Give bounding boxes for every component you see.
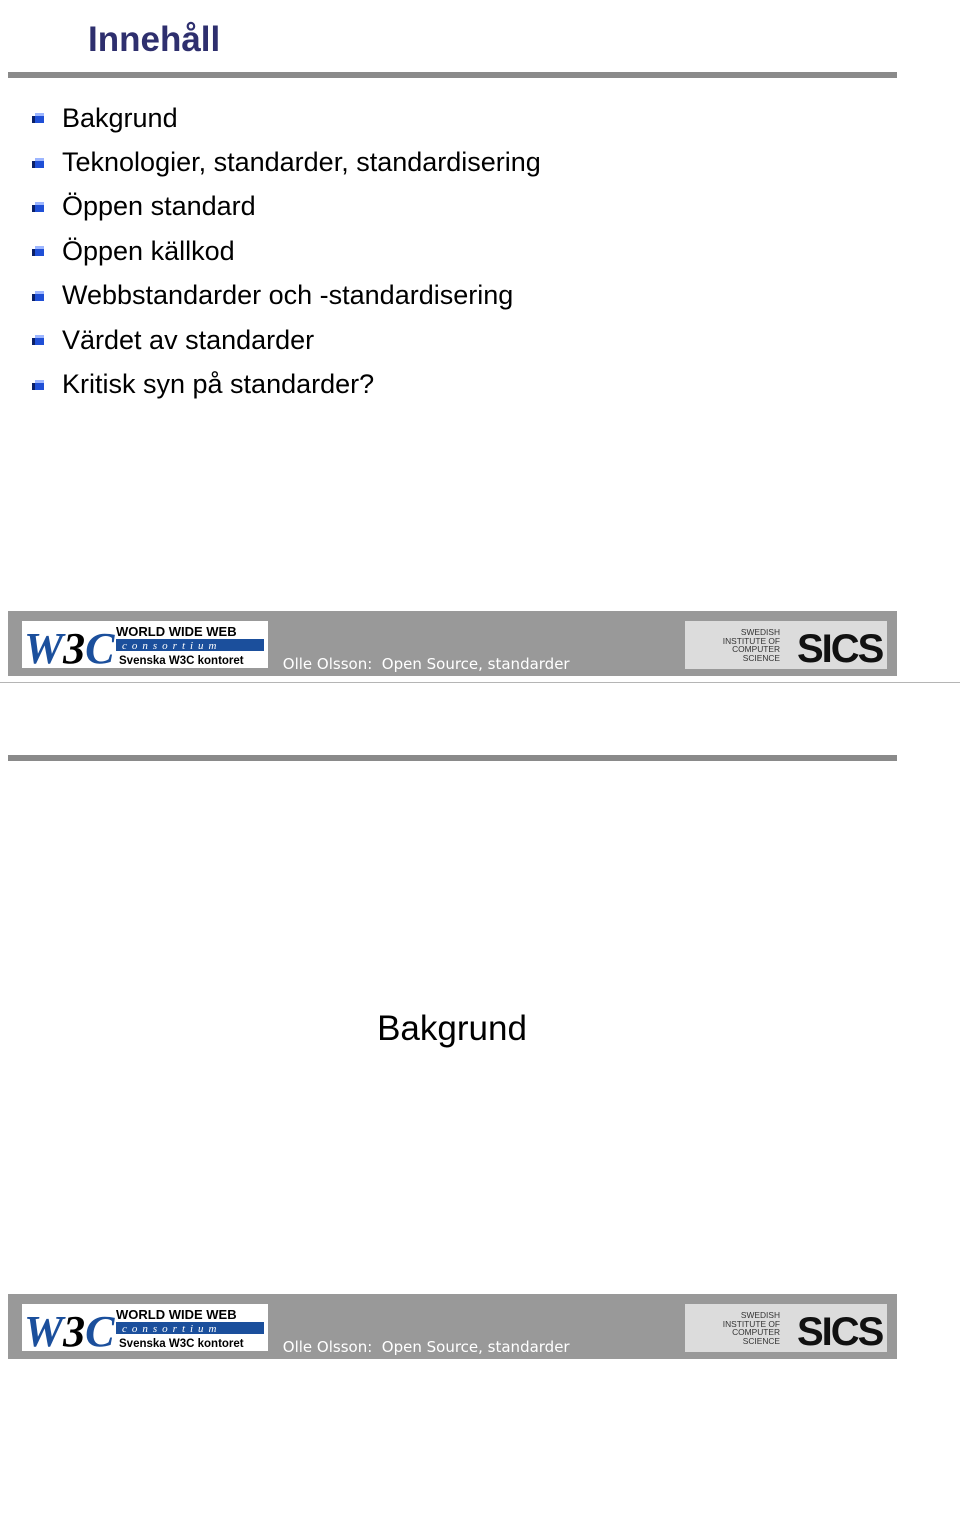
svg-text:W3C: W3C bbox=[24, 1307, 115, 1351]
footer-event: DFS-seminarium bbox=[278, 716, 402, 735]
svg-text:W3C: W3C bbox=[24, 624, 115, 668]
sics-line: SWEDISH bbox=[740, 1310, 780, 1320]
sics-logo bbox=[685, 621, 887, 669]
bullet-text: Kritisk syn på standarder? bbox=[62, 369, 375, 400]
footer-copyright: © 2009 W3C bbox=[278, 1461, 376, 1479]
bullet-text: Bakgrund bbox=[62, 102, 178, 133]
w3c-line3: Svenska W3C kontoret bbox=[119, 655, 244, 667]
bullet-text: Teknologier, standarder, standardisering bbox=[62, 147, 541, 178]
sics-wordmark: SICS bbox=[797, 627, 883, 671]
list-item bbox=[32, 229, 541, 273]
title-divider bbox=[8, 72, 897, 78]
bullet-text: Värdet av standarder bbox=[62, 324, 315, 355]
list-item bbox=[32, 140, 541, 184]
sics-wordmark: SICS bbox=[797, 1310, 883, 1354]
bullet-icon bbox=[32, 111, 46, 125]
footer-text bbox=[278, 1296, 574, 1522]
footer-copyright: © 2009 W3C bbox=[278, 778, 376, 796]
slide-footer bbox=[8, 611, 897, 796]
bullet-text: Webbstandarder och -standardisering bbox=[62, 280, 514, 311]
title-divider bbox=[8, 755, 897, 761]
bullet-text: Öppen källkod bbox=[62, 235, 235, 266]
w3c-line1: WORLD WIDE WEB bbox=[116, 624, 237, 639]
sics-line: SCIENCE bbox=[742, 652, 780, 663]
bullet-text: Öppen standard bbox=[62, 191, 256, 222]
list-item bbox=[32, 96, 541, 140]
page-number: (12) bbox=[477, 1399, 509, 1418]
w3c-line2: consortium bbox=[122, 1323, 222, 1335]
footer-author: Olle Olsson: Open Source, standarder bbox=[278, 1338, 575, 1356]
w3c-line2: consortium bbox=[122, 640, 222, 652]
list-item bbox=[32, 362, 541, 406]
sics-line: SWEDISH bbox=[740, 627, 780, 637]
bullet-list bbox=[32, 96, 541, 407]
footer-author: Olle Olsson: Open Source, standarder bbox=[278, 655, 575, 673]
footer-event: DFS-seminarium bbox=[278, 1399, 402, 1418]
list-item bbox=[32, 274, 541, 318]
section-title: Bakgrund bbox=[377, 1009, 527, 1048]
sics-line: INSTITUTE OF bbox=[722, 1318, 780, 1329]
w3c-line1: WORLD WIDE WEB bbox=[116, 1307, 237, 1322]
sics-line: COMPUTER bbox=[732, 644, 780, 655]
list-item bbox=[32, 318, 541, 362]
w3c-line3: Svenska W3C kontoret bbox=[119, 1338, 244, 1350]
sics-line: INSTITUTE OF bbox=[722, 635, 780, 646]
bullet-icon bbox=[32, 378, 46, 392]
page-number: (11) bbox=[477, 716, 509, 735]
slide-bakgrund bbox=[0, 683, 960, 1479]
sics-logo bbox=[685, 1304, 887, 1352]
list-item bbox=[32, 185, 541, 229]
slide-footer bbox=[8, 1294, 897, 1479]
bullet-icon bbox=[32, 289, 46, 303]
bullet-icon bbox=[32, 333, 46, 347]
bullet-icon bbox=[32, 200, 46, 214]
w3c-logo bbox=[22, 1304, 268, 1351]
slide-title: Innehåll bbox=[88, 20, 221, 59]
sics-line: SCIENCE bbox=[742, 1335, 780, 1346]
bullet-icon bbox=[32, 244, 46, 258]
w3c-logo bbox=[22, 621, 268, 668]
bullet-icon bbox=[32, 156, 46, 170]
sics-line: COMPUTER bbox=[732, 1327, 780, 1338]
